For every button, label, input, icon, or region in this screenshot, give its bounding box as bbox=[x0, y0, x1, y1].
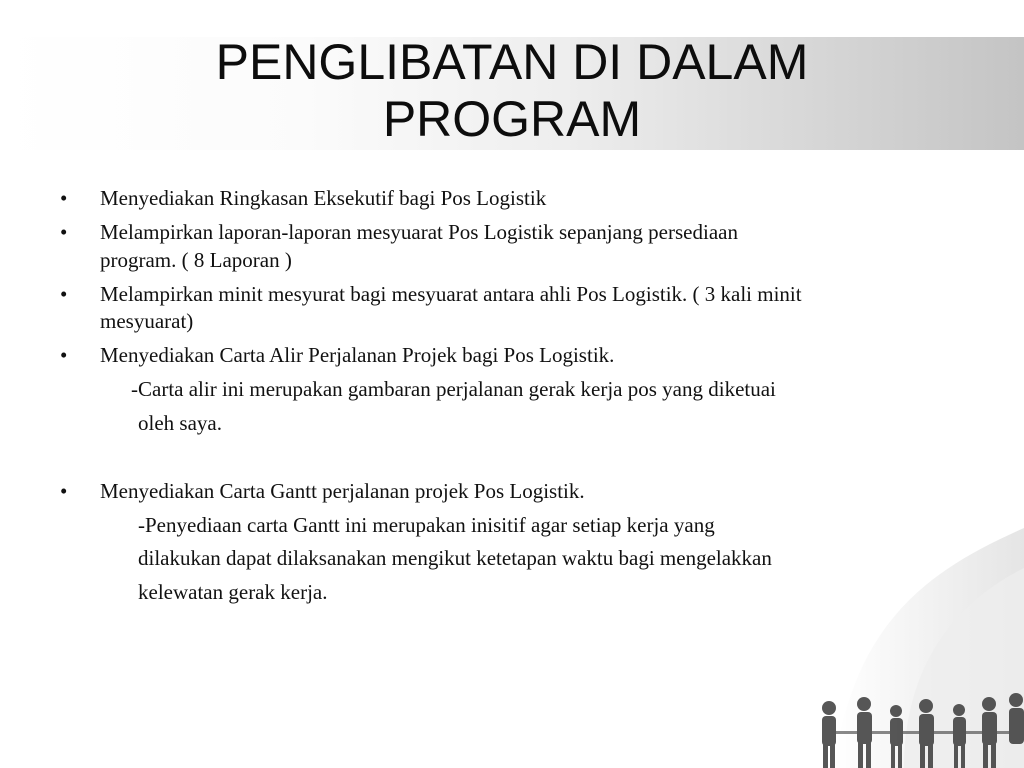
bullet-5-sub-line-3: kelewatan gerak kerja. bbox=[138, 580, 328, 604]
bullet-3-text-line-1: Melampirkan minit mesyurat bagi mesyuarat antara ahli Pos Logistik. ( 3 kali minit bbox=[100, 282, 802, 306]
bullet-3-text-line-2: mesyuarat) bbox=[100, 309, 194, 333]
slide-title-line-1: PENGLIBATAN DI DALAM bbox=[215, 34, 809, 90]
bullet-5-sub-line-1: -Penyediaan carta Gantt ini merupakan inisitif agar setiap kerja yang bbox=[138, 513, 715, 537]
bullet-marker: • bbox=[60, 343, 68, 367]
bullet-1-text: Menyediakan Ringkasan Eksekutif bagi Pos Logistik bbox=[100, 186, 547, 210]
bullet-4-text: Menyediakan Carta Alir Perjalanan Projek bagi Pos Logistik. bbox=[100, 343, 615, 367]
bullet-5-text: Menyediakan Carta Gantt perjalanan projek Pos Logistik. bbox=[100, 479, 585, 503]
slide-title-line-2: PROGRAM bbox=[382, 91, 642, 147]
bullet-2-text-line-1: Melampirkan laporan-laporan mesyuarat Pos Logistik sepanjang persediaan bbox=[100, 220, 738, 244]
bullet-5-sub-line-2: dilakukan dapat dilaksanakan mengikut ketetapan waktu bagi mengelakkan bbox=[138, 546, 772, 570]
bullet-marker: • bbox=[60, 186, 68, 210]
bullet-2-text-line-2: program. ( 8 Laporan ) bbox=[100, 248, 292, 272]
bullet-marker: • bbox=[60, 220, 68, 244]
bullet-marker: • bbox=[60, 479, 68, 503]
bullet-4-sub-line-1: -Carta alir ini merupakan gambaran perjalanan gerak kerja pos yang diketuai bbox=[131, 377, 776, 401]
bullet-marker: • bbox=[60, 282, 68, 306]
bullet-4-sub-line-2: oleh saya. bbox=[138, 411, 222, 435]
